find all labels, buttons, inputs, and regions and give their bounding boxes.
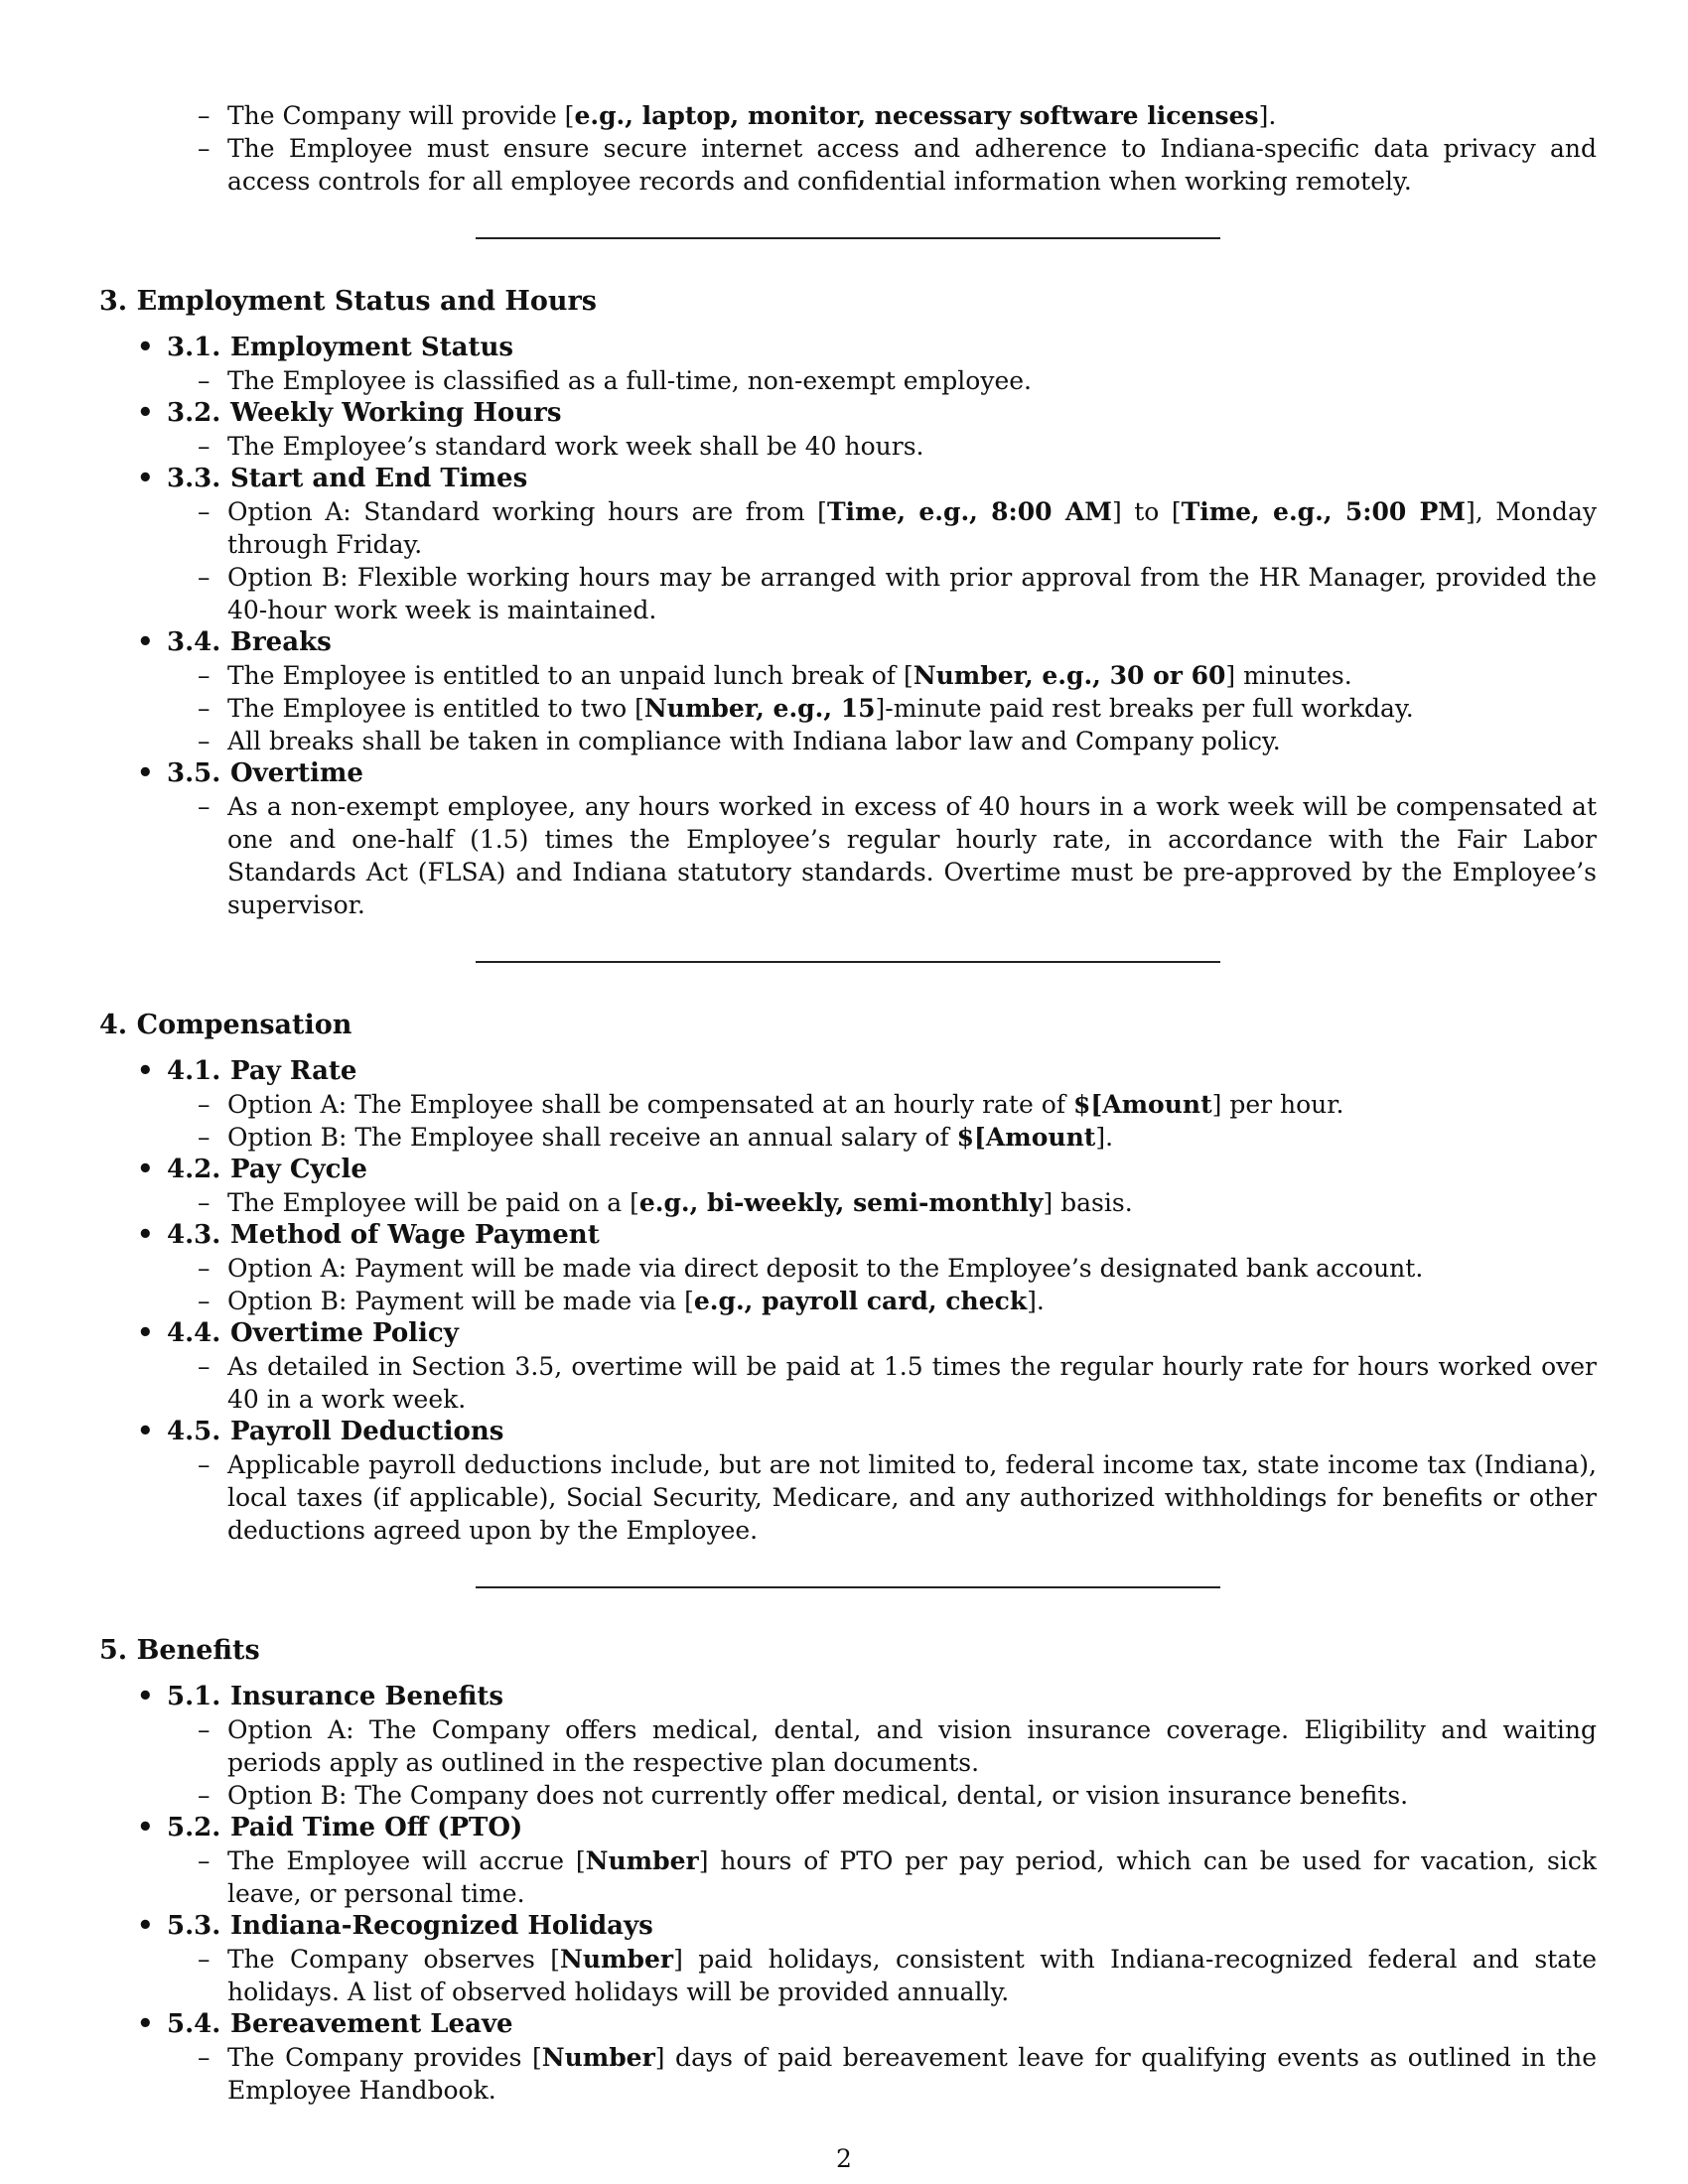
subsection-3-3 bbox=[167, 463, 1597, 626]
item-text: As a non-exempt employee, any hours worked in excess of 40 hours in a work week will be compensated at one and one-half (1.5) times the Employee’s regular hourly rate, in accordance with the Fair Labor Standards Act (FLSA) and Indiana statutory standards. Overtime must be pre-approved by the Employee’s supervisor. bbox=[227, 792, 1597, 919]
subsection-number: 3.1. bbox=[167, 333, 221, 362]
item-text: Option A: Standard working hours are from [ bbox=[227, 497, 827, 526]
subsection-number: 3.5. bbox=[167, 758, 221, 788]
item-text: All breaks shall be taken in compliance with Indiana labor law and Company policy. bbox=[227, 727, 1281, 755]
subsection-4-1 bbox=[167, 1055, 1597, 1154]
item-bold: Time, e.g., 5:00 PM bbox=[1181, 497, 1466, 526]
subsection-number: 3.2. bbox=[167, 398, 221, 428]
subsection-title bbox=[167, 1154, 1597, 1186]
section-divider bbox=[476, 237, 1220, 239]
item-text: As detailed in Section 3.5, overtime will be paid at 1.5 times the regular hourly rate for hours worked over 40 in a work week. bbox=[227, 1352, 1597, 1414]
list-item bbox=[227, 364, 1597, 397]
intro-item-1-text: The Company will provide [ bbox=[227, 101, 575, 130]
item-text: The Employee will be paid on a [ bbox=[227, 1188, 639, 1217]
item-bold: Number, e.g., 30 or 60 bbox=[913, 661, 1226, 690]
subsection-5-4 bbox=[167, 2008, 1597, 2107]
page-number: 2 bbox=[836, 2144, 852, 2173]
subsection-4-3 bbox=[167, 1219, 1597, 1317]
subsection-title bbox=[167, 1681, 1597, 1713]
subsection-label: Bereavement Leave bbox=[230, 2009, 513, 2039]
item-text: ]-minute paid rest breaks per full workday. bbox=[875, 694, 1414, 723]
section-3-list bbox=[99, 332, 1597, 921]
item-bold: e.g., payroll card, check bbox=[693, 1287, 1028, 1315]
item-text: ] basis. bbox=[1043, 1188, 1133, 1217]
list-item bbox=[227, 1448, 1597, 1547]
list-item bbox=[227, 1713, 1597, 1779]
subsection-3-5 bbox=[167, 757, 1597, 921]
subsection-label: Start and End Times bbox=[230, 464, 528, 493]
item-text: ] days of paid bereavement leave for qualifying events as outlined in the Employee Handbook. bbox=[227, 2043, 1597, 2105]
item-bold: Number bbox=[585, 1846, 699, 1875]
subsection-title bbox=[167, 463, 1597, 495]
section-5-list bbox=[99, 1681, 1597, 2107]
intro-item-2 bbox=[227, 132, 1597, 198]
list-item bbox=[227, 725, 1597, 757]
subsection-title bbox=[167, 397, 1597, 430]
intro-list bbox=[99, 99, 1597, 198]
item-text: The Company observes [ bbox=[227, 1945, 561, 1974]
subsection-label: Overtime Policy bbox=[230, 1318, 459, 1348]
subsection-label: Pay Cycle bbox=[230, 1155, 367, 1184]
subsection-label: Employment Status bbox=[230, 333, 514, 362]
item-bold: Number bbox=[560, 1945, 674, 1974]
list-item bbox=[227, 1088, 1597, 1121]
subsection-label: Weekly Working Hours bbox=[230, 398, 562, 428]
item-text: The Employee is classified as a full-time, non-exempt employee. bbox=[227, 366, 1032, 395]
item-text: Option A: The Company offers medical, dental, and vision insurance coverage. Eligibility and waiting periods apply as outlined in the respective plan documents. bbox=[227, 1715, 1597, 1777]
subsection-title bbox=[167, 1219, 1597, 1252]
list-item bbox=[227, 1121, 1597, 1154]
subsection-3-4 bbox=[167, 626, 1597, 757]
item-text: ] minutes. bbox=[1225, 661, 1352, 690]
item-bold: e.g., bi-weekly, semi-monthly bbox=[638, 1188, 1044, 1217]
subsection-number: 5.2. bbox=[167, 1813, 221, 1843]
subsection-label: Payroll Deductions bbox=[230, 1417, 504, 1446]
item-text: The Employee’s standard work week shall be 40 hours. bbox=[227, 432, 924, 461]
item-text: Option B: The Employee shall receive an annual salary of bbox=[227, 1123, 957, 1152]
list-item bbox=[227, 1779, 1597, 1812]
intro-item-1 bbox=[227, 99, 1597, 132]
subsection-number: 4.5. bbox=[167, 1417, 221, 1446]
list-item bbox=[227, 1844, 1597, 1910]
list-item bbox=[227, 1350, 1597, 1416]
intro-item-2-text: The Employee must ensure secure internet access and adherence to Indiana-specific data privacy and access controls for all employee records and confidential information when working remotely. bbox=[227, 134, 1597, 196]
item-bold: $[Amount bbox=[956, 1123, 1096, 1152]
section-3-heading: 3. Employment Status and Hours bbox=[99, 286, 597, 317]
item-text: Option A: The Employee shall be compensated at an hourly rate of bbox=[227, 1090, 1073, 1119]
item-text: ] per hour. bbox=[1211, 1090, 1344, 1119]
item-text: Option A: Payment will be made via direct deposit to the Employee’s designated bank account. bbox=[227, 1254, 1424, 1283]
subsection-label: Method of Wage Payment bbox=[230, 1220, 600, 1250]
item-text: The Employee will accrue [ bbox=[227, 1846, 586, 1875]
subsection-label: Indiana-Recognized Holidays bbox=[230, 1911, 653, 1941]
subsection-title bbox=[167, 1055, 1597, 1088]
subsection-5-3 bbox=[167, 1910, 1597, 2008]
item-text: ] hours of PTO per pay period, which can be used for vacation, sick leave, or personal time. bbox=[227, 1846, 1597, 1908]
list-item bbox=[227, 561, 1597, 626]
item-text: The Company provides [ bbox=[227, 2043, 542, 2072]
list-item bbox=[227, 1943, 1597, 2008]
list-item bbox=[227, 790, 1597, 921]
list-item bbox=[227, 692, 1597, 725]
subsection-number: 5.3. bbox=[167, 1911, 221, 1941]
item-text: ] paid holidays, consistent with Indiana-recognized federal and state holidays. A list of observed holidays will be provided annually. bbox=[227, 1945, 1597, 2006]
subsection-title bbox=[167, 626, 1597, 659]
item-text: ], Monday through Friday. bbox=[227, 497, 1597, 559]
subsection-title bbox=[167, 1910, 1597, 1943]
subsection-label: Breaks bbox=[230, 627, 332, 657]
list-item bbox=[227, 659, 1597, 692]
item-bold: Number, e.g., 15 bbox=[643, 694, 876, 723]
item-text: Option B: The Company does not currently offer medical, dental, or vision insurance benefits. bbox=[227, 1781, 1409, 1810]
subsection-title bbox=[167, 1812, 1597, 1844]
subsection-number: 3.3. bbox=[167, 464, 221, 493]
section-divider bbox=[476, 961, 1220, 963]
section-5-heading: 5. Benefits bbox=[99, 1635, 260, 1666]
list-item bbox=[227, 1285, 1597, 1317]
subsection-number: 4.2. bbox=[167, 1155, 221, 1184]
page-content bbox=[99, 99, 1597, 2107]
item-bold: Time, e.g., 8:00 AM bbox=[826, 497, 1112, 526]
subsection-title bbox=[167, 757, 1597, 790]
subsection-number: 4.3. bbox=[167, 1220, 221, 1250]
subsection-label: Insurance Benefits bbox=[230, 1682, 503, 1711]
list-item bbox=[227, 430, 1597, 463]
subsection-label: Paid Time Off (PTO) bbox=[230, 1813, 523, 1843]
subsection-label: Pay Rate bbox=[230, 1056, 357, 1086]
subsection-5-1 bbox=[167, 1681, 1597, 1812]
subsection-number: 4.1. bbox=[167, 1056, 221, 1086]
subsection-number: 5.1. bbox=[167, 1682, 221, 1711]
subsection-4-5 bbox=[167, 1416, 1597, 1547]
subsection-title bbox=[167, 1317, 1597, 1350]
section-4-list bbox=[99, 1055, 1597, 1547]
section-divider bbox=[476, 1586, 1220, 1588]
subsection-3-1 bbox=[167, 332, 1597, 397]
list-item bbox=[227, 1186, 1597, 1219]
item-text: The Employee is entitled to two [ bbox=[227, 694, 644, 723]
list-item bbox=[227, 495, 1597, 561]
subsection-4-2 bbox=[167, 1154, 1597, 1219]
subsection-label: Overtime bbox=[230, 758, 363, 788]
subsection-title bbox=[167, 1416, 1597, 1448]
list-item bbox=[227, 1252, 1597, 1285]
intro-item-1-bold: e.g., laptop, monitor, necessary software licenses bbox=[574, 101, 1259, 130]
item-text: ] to [ bbox=[1111, 497, 1182, 526]
subsection-number: 4.4. bbox=[167, 1318, 221, 1348]
subsection-number: 5.4. bbox=[167, 2009, 221, 2039]
subsection-title bbox=[167, 332, 1597, 364]
item-text: Option B: Payment will be made via [ bbox=[227, 1287, 694, 1315]
item-bold: Number bbox=[541, 2043, 655, 2072]
subsection-number: 3.4. bbox=[167, 627, 221, 657]
subsection-3-2 bbox=[167, 397, 1597, 463]
section-4-heading: 4. Compensation bbox=[99, 1010, 352, 1040]
item-bold: $[Amount bbox=[1072, 1090, 1212, 1119]
list-item bbox=[227, 2041, 1597, 2107]
item-text: ]. bbox=[1095, 1123, 1114, 1152]
intro-item-1-tail: ]. bbox=[1258, 101, 1277, 130]
subsection-5-2 bbox=[167, 1812, 1597, 1910]
item-text: ]. bbox=[1027, 1287, 1045, 1315]
item-text: The Employee is entitled to an unpaid lunch break of [ bbox=[227, 661, 914, 690]
item-text: Applicable payroll deductions include, but are not limited to, federal income tax, state income tax (Indiana), local taxes (if applicable), Social Security, Medicare, and any authorized withholdings for benefits or other deductions agreed upon by the Employee. bbox=[227, 1450, 1597, 1545]
subsection-title bbox=[167, 2008, 1597, 2041]
subsection-4-4 bbox=[167, 1317, 1597, 1416]
item-text: Option B: Flexible working hours may be arranged with prior approval from the HR Manager, provided the 40-hour work week is maintained. bbox=[227, 563, 1597, 624]
